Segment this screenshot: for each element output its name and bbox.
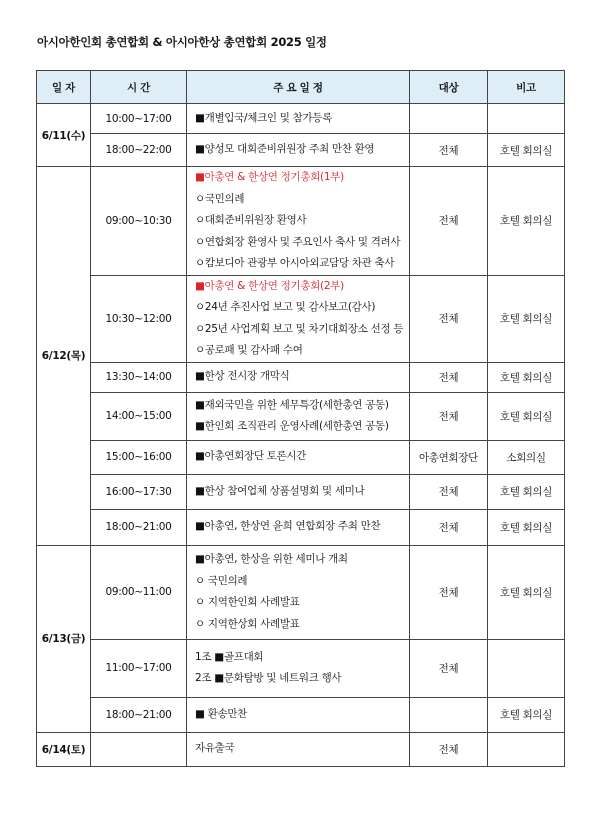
target-cell: 전체: [410, 392, 488, 440]
event-line: ㅇ공로패 및 감사패 수여: [195, 344, 303, 356]
note-cell: 호텔 회의실: [488, 392, 565, 440]
table-row: [37, 509, 565, 545]
target-cell: 아총연회장단: [410, 440, 488, 474]
event-cell: [187, 545, 410, 639]
event-cell: [187, 639, 410, 697]
date-cell: 6/11(수): [37, 104, 91, 167]
target-cell: 전체: [410, 732, 488, 766]
note-cell: [488, 104, 565, 134]
note-cell: 호텔 회의실: [488, 697, 565, 732]
schedule-body: [37, 104, 565, 767]
event-line: ■아총연회장단 토론시간: [195, 450, 307, 463]
event-line: ㅇ캄보디아 관광부 아시아외교담당 차관 축사: [195, 257, 395, 269]
event-line: ■아총연 & 한상연 정기총회(2부): [195, 279, 344, 292]
date-cell: 6/12(목): [37, 167, 91, 546]
event-cell: [187, 732, 410, 766]
event-cell: [187, 509, 410, 545]
event-line: ■한상 참여업체 상품설명회 및 세미나: [195, 484, 365, 497]
note-cell: [488, 639, 565, 697]
date-cell: 6/14(토): [37, 732, 91, 766]
target-cell: 전체: [410, 134, 488, 167]
header-row: [37, 71, 565, 104]
event-line: ㅇ 지역한인회 사례발표: [195, 596, 300, 608]
table-row: [37, 639, 565, 697]
header-time: 시 간: [91, 71, 187, 104]
table-row: [37, 474, 565, 509]
event-line: 2조 ■문화탐방 및 네트워크 행사: [195, 672, 342, 684]
event-line: ㅇ 지역한상회 사례발표: [195, 617, 300, 630]
event-line: 1조 ■골프대회: [195, 650, 264, 663]
event-cell: [187, 104, 410, 134]
note-cell: 호텔 회의실: [488, 134, 565, 167]
event-line: ■재외국민을 위한 세무특강(세한총연 공동): [195, 398, 389, 411]
note-cell: 호텔 회의실: [488, 509, 565, 545]
event-line: ■한인회 조직관리 운영사례(세한총연 공동): [195, 420, 389, 432]
time-cell: 18:00~22:00: [91, 134, 187, 167]
time-cell: 09:00~10:30: [91, 167, 187, 276]
page-title: 아시아한인회 총연합회 & 아시아한상 총연합회 2025 일정: [37, 35, 327, 49]
event-cell: [187, 134, 410, 167]
target-cell: 전체: [410, 639, 488, 697]
event-cell: [187, 167, 410, 276]
event-line: ■개별입국/체크인 및 참가등록: [195, 111, 333, 124]
event-line: ㅇ연합회장 환영사 및 주요인사 축사 및 격려사: [195, 235, 401, 248]
time-cell: 13:30~14:00: [91, 362, 187, 392]
time-cell: [91, 732, 187, 766]
table-row: [37, 362, 565, 392]
event-cell: [187, 440, 410, 474]
schedule-table: [36, 70, 565, 767]
time-cell: 16:00~17:30: [91, 474, 187, 509]
target-cell: 전체: [410, 362, 488, 392]
event-line: ■양성모 대회준비위원장 주최 만찬 환영: [195, 143, 375, 156]
target-cell: 전체: [410, 509, 488, 545]
time-cell: 18:00~21:00: [91, 697, 187, 732]
event-cell: [187, 392, 410, 440]
event-line: ㅇ25년 사업계획 보고 및 차기대회장소 선정 등: [195, 322, 404, 335]
event-line: ■한상 전시장 개막식: [195, 370, 290, 383]
time-cell: 10:00~17:00: [91, 104, 187, 134]
header-target: 대상: [410, 71, 488, 104]
target-cell: [410, 104, 488, 134]
table-row: [37, 440, 565, 474]
note-cell: 호텔 회의실: [488, 474, 565, 509]
event-line: ■ 환송만찬: [195, 707, 248, 720]
event-cell: [187, 362, 410, 392]
table-row: [37, 167, 565, 276]
header-note: 비고: [488, 71, 565, 104]
note-cell: 소회의실: [488, 440, 565, 474]
header-event: 주 요 일 정: [187, 71, 410, 104]
time-cell: 10:30~12:00: [91, 275, 187, 362]
target-cell: 전체: [410, 275, 488, 362]
event-line: ㅇ 국민의례: [195, 574, 248, 587]
table-row: [37, 104, 565, 134]
table-row: [37, 392, 565, 440]
time-cell: 11:00~17:00: [91, 639, 187, 697]
table-row: [37, 732, 565, 766]
event-line: ㅇ24년 추진사업 보고 및 감사보고(감사): [195, 301, 376, 313]
note-cell: 호텔 회의실: [488, 545, 565, 639]
table-row: [37, 134, 565, 167]
note-cell: 호텔 회의실: [488, 362, 565, 392]
event-cell: [187, 474, 410, 509]
event-line: ㅇ대회준비위원장 환영사: [195, 214, 307, 226]
target-cell: [410, 697, 488, 732]
note-cell: [488, 732, 565, 766]
event-cell: [187, 275, 410, 362]
time-cell: 18:00~21:00: [91, 509, 187, 545]
target-cell: 전체: [410, 167, 488, 276]
event-line: ㅇ국민의례: [195, 192, 245, 205]
note-cell: 호텔 회의실: [488, 167, 565, 276]
date-cell: 6/13(금): [37, 545, 91, 732]
time-cell: 09:00~11:00: [91, 545, 187, 639]
header-date: 일 자: [37, 71, 91, 104]
event-line: ■아총연, 한상연 윤희 연합회장 주최 만찬: [195, 520, 381, 533]
time-cell: 15:00~16:00: [91, 440, 187, 474]
note-cell: 호텔 회의실: [488, 275, 565, 362]
event-line: ■아총연 & 한상연 정기총회(1부): [195, 171, 344, 183]
event-cell: [187, 697, 410, 732]
table-row: [37, 697, 565, 732]
target-cell: 전체: [410, 545, 488, 639]
table-row: [37, 545, 565, 639]
time-cell: 14:00~15:00: [91, 392, 187, 440]
event-line: 자유출국: [195, 742, 235, 755]
event-line: ■아총연, 한상을 위한 세미나 개최: [195, 553, 348, 565]
table-row: [37, 275, 565, 362]
target-cell: 전체: [410, 474, 488, 509]
